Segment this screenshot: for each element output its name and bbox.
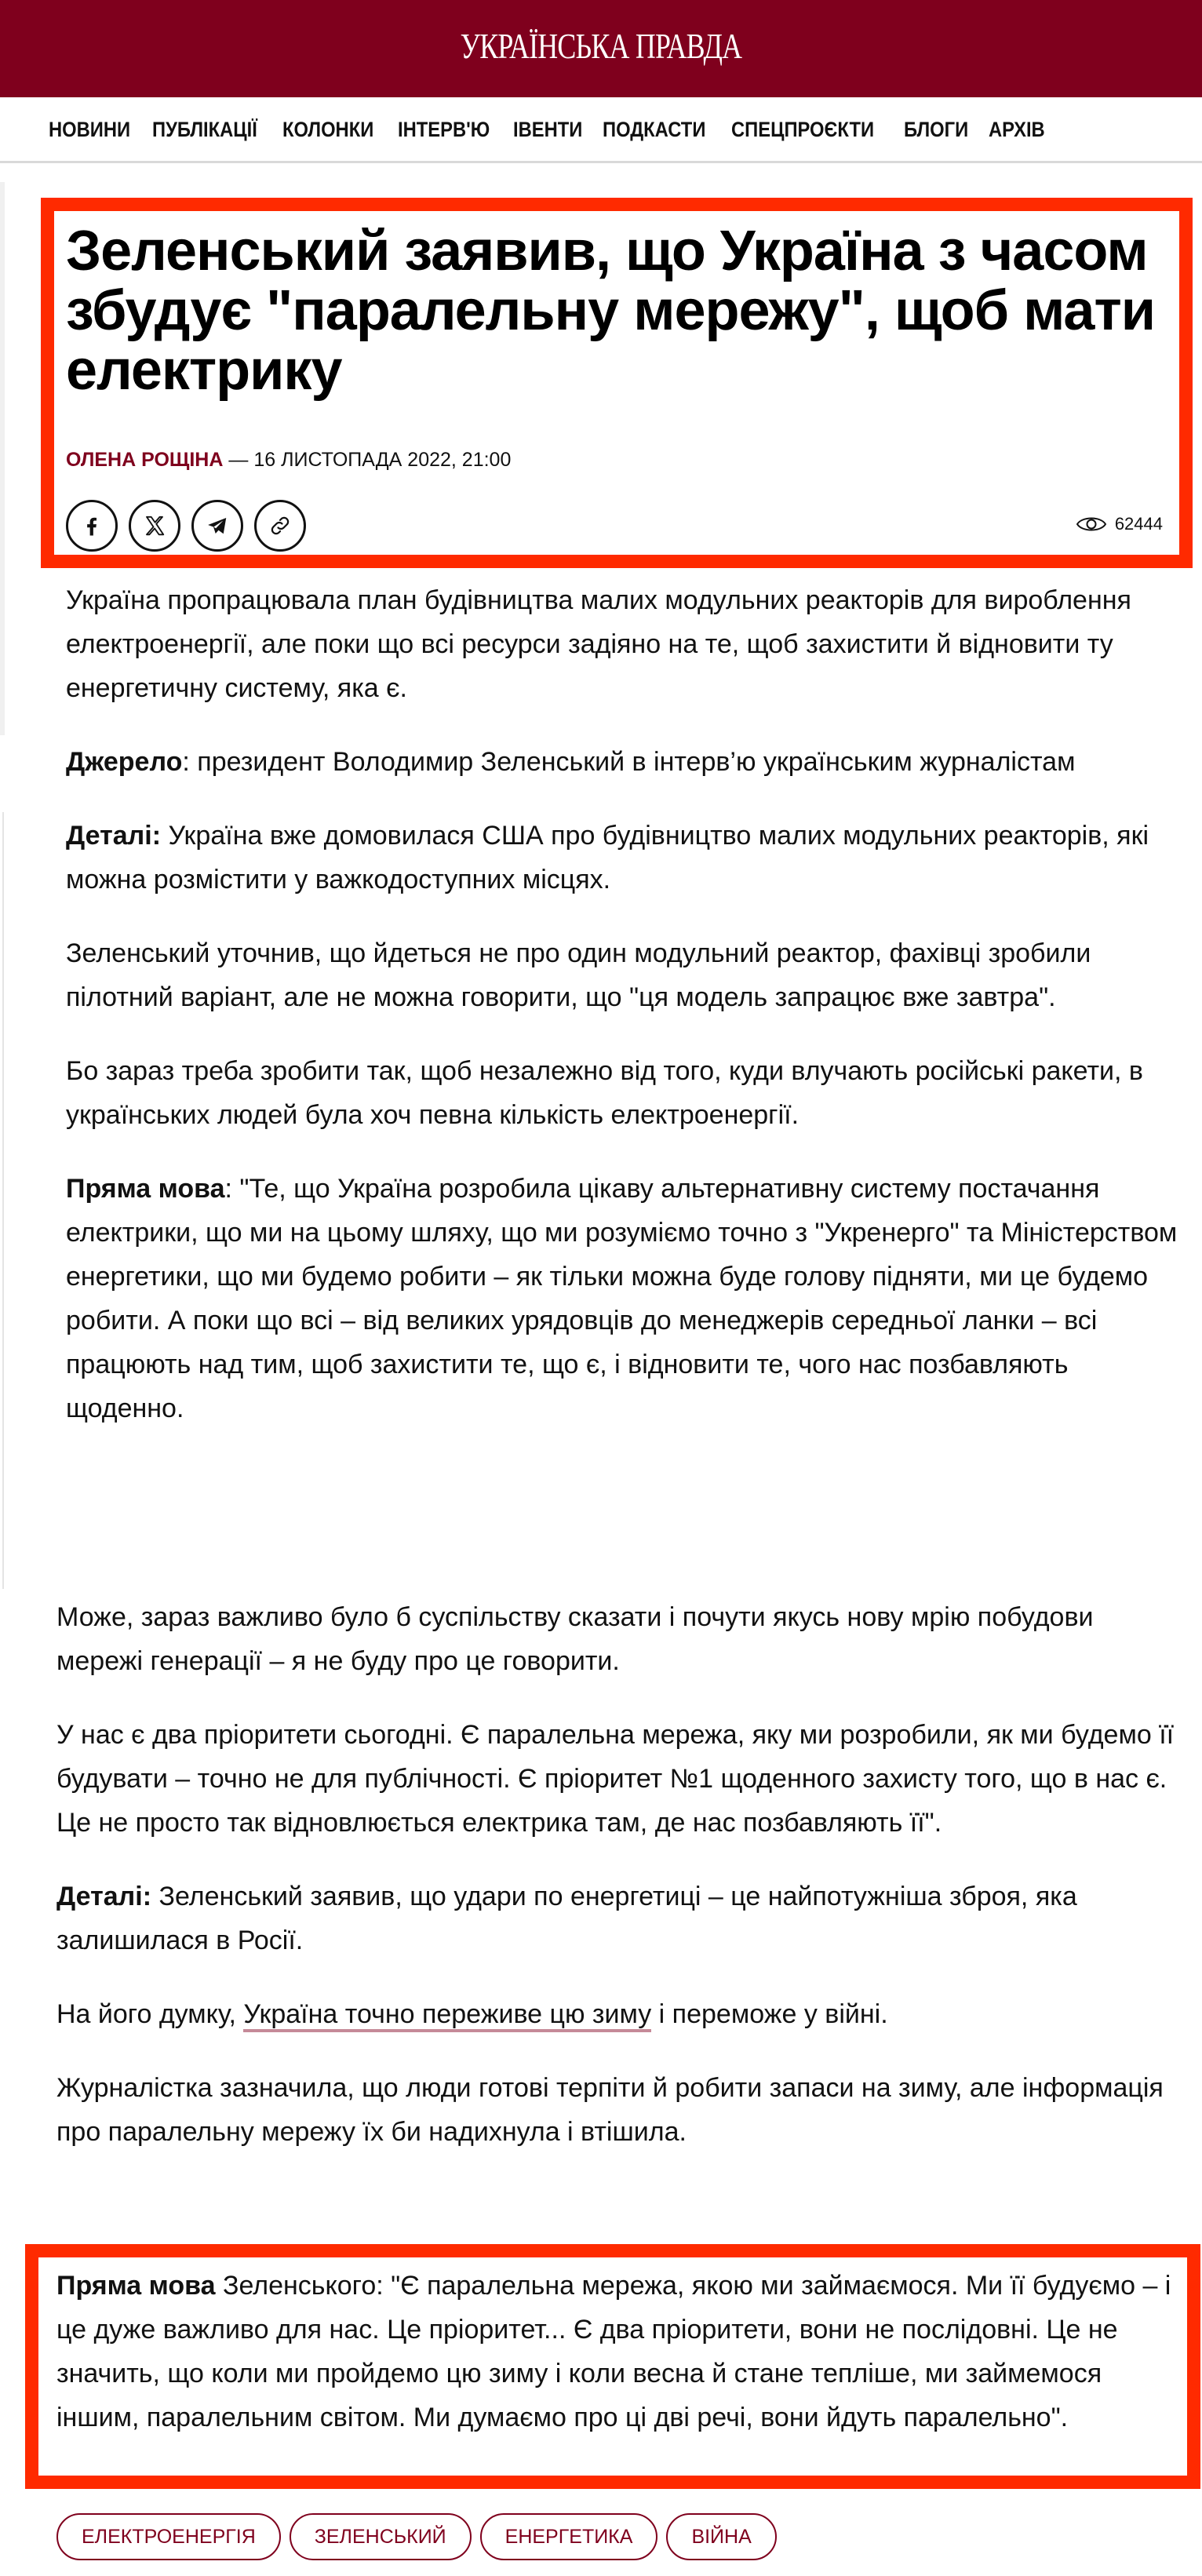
publish-date: 16 ЛИСТОПАДА 2022, 21:00 (253, 449, 512, 471)
facebook-icon (80, 514, 104, 537)
nav-item-archive[interactable]: АРХІВ (988, 118, 1045, 141)
paragraph-text: і переможе у війні. (651, 1999, 888, 2029)
paragraph (56, 2264, 1178, 2439)
article-body-continued (56, 1595, 1186, 2184)
x-twitter-icon (143, 514, 166, 537)
nav-item-publications[interactable]: ПУБЛІКАЦІЇ (152, 118, 258, 141)
paragraph: Журналістка зазначила, що люди готові терпіти й робити запаси на зиму, але інформація про паралельну мережу їх би надихнула і втішила. (56, 2073, 1164, 2147)
nav-item-interviews[interactable]: ІНТЕРВ'Ю (397, 118, 490, 141)
paragraph (66, 814, 1180, 902)
nav-item-podcasts[interactable]: ПОДКАСТИ (603, 118, 706, 141)
left-edge-strip (0, 182, 5, 735)
paragraph-text: На його думку, (56, 1999, 244, 2029)
article-body (66, 578, 1180, 1460)
paragraph (66, 1167, 1180, 1430)
eye-icon (1076, 514, 1107, 534)
byline-separator: — (223, 449, 254, 471)
paragraph-text: Зеленський заявив, що удари по енергетиці – це найпотужніша зброя, яка залишилася в Росії. (56, 1882, 1077, 1955)
site-logo[interactable]: УКРАЇНСЬКА ПРАВДА (460, 25, 742, 66)
tag-energy[interactable]: ЕНЕРГЕТИКА (480, 2513, 658, 2560)
article-title: Зеленський заявив, що Україна з часом збудує "паралельну мережу", щоб мати електрику (66, 220, 1155, 402)
share-buttons (66, 500, 306, 552)
tag-war[interactable]: ВІЙНА (666, 2513, 776, 2560)
author-link[interactable]: ОЛЕНА РОЩІНА (66, 449, 224, 471)
paragraph (56, 1992, 1186, 2036)
site-header (0, 0, 1202, 97)
paragraph-text: Зеленського: "Є паралельна мережа, якою ми займаємося. Ми її будуємо – і це дуже важливо для нас. Це пріоритет... Є два пріоритети, вони не послідовні. Це не значить, що коли ми пройдемо цю зиму і коли весна й стане тепліше, ми займемося іншим, паралельним світом. Ми думаємо про ці дві речі, вони йдуть паралельно". (56, 2271, 1171, 2432)
paragraph: Зеленський уточнив, що йдеться не про один модульний реактор, фахівці зробили пілотний варіант, але не можна говорити, що "ця модель запрацює вже завтра". (66, 938, 1091, 1012)
byline (66, 449, 511, 472)
nav-item-columns[interactable]: КОЛОНКИ (282, 118, 374, 141)
paragraph-label: Джерело (66, 747, 183, 777)
view-count (1076, 514, 1163, 534)
main-nav (0, 97, 1202, 163)
nav-item-blogs[interactable]: БЛОГИ (904, 118, 969, 141)
inline-article-link[interactable]: Україна точно переживе цю зиму (243, 1999, 651, 2032)
telegram-icon (206, 514, 229, 537)
paragraph-label: Деталі: (56, 1882, 152, 1911)
nav-item-news[interactable]: НОВИНИ (49, 118, 131, 141)
link-icon (268, 514, 292, 537)
tag-list (56, 2513, 777, 2560)
tag-electricity[interactable]: ЕЛЕКТРОЕНЕРГІЯ (56, 2513, 281, 2560)
paragraph-label: Пряма мова (56, 2271, 216, 2301)
paragraph (56, 1875, 1186, 1962)
paragraph: Може, зараз важливо було б суспільству сказати і почути якусь нову мрію побудови мережі генерації – я не буду про це говорити. (56, 1602, 1094, 1676)
paragraph: Бо зараз треба зробити так, щоб незалежно від того, куди влучають російські ракети, в українських людей була хоч певна кількість електроенергії. (66, 1056, 1143, 1130)
nav-item-events[interactable]: ІВЕНТИ (512, 118, 583, 141)
paragraph: Україна пропрацювала план будівництва малих модульних реакторів для вироблення електроенергії, але поки що всі ресурси задіяно на те, щоб захистити й відновити ту енергетичну систему, яка є. (66, 585, 1131, 703)
paragraph (66, 740, 1180, 784)
view-count-value: 62444 (1114, 514, 1163, 534)
paragraph-label: Деталі: (66, 821, 162, 851)
copy-link-button[interactable] (254, 500, 306, 552)
share-x-button[interactable] (129, 500, 180, 552)
tag-zelensky[interactable]: ЗЕЛЕНСЬКИЙ (290, 2513, 472, 2560)
left-edge-strip (0, 812, 4, 1589)
paragraph-text: : президент Володимир Зеленський в інтерв’ю українським журналістам (182, 747, 1076, 777)
share-telegram-button[interactable] (191, 500, 243, 552)
paragraph-label: Пряма мова (66, 1174, 225, 1204)
paragraph: У нас є два пріоритети сьогодні. Є паралельна мережа, яку ми розробили, як ми будемо її будувати – точно не для публічності. Є пріоритет №1 щоденного захисту того, що в нас є. Це не просто так відновлюється електрика там, де нас позбавляють її". (56, 1720, 1175, 1838)
paragraph-text: Україна вже домовилася США про будівництво малих модульних реакторів, які можна розмістити у важкодоступних місцях. (66, 821, 1149, 894)
paragraph-text: : "Те, що Україна розробила цікаву альтернативну систему постачання електрики, що ми на цьому шляху, що ми розуміємо точно з "Укренерго" та Міністерством енергетики, що ми будемо робити – як тільки можна буде голову підняти, ми це будемо робити. А поки що всі – від великих урядовців до менеджерів середньої ланки – всі працюють над тим, щоб захистити те, що є, і відновити те, чого нас позбавляють щоденно. (66, 1174, 1178, 1423)
quote-paragraph (56, 2264, 1178, 2469)
share-facebook-button[interactable] (66, 500, 118, 552)
nav-item-special-projects[interactable]: СПЕЦПРОЄКТИ (730, 118, 874, 141)
